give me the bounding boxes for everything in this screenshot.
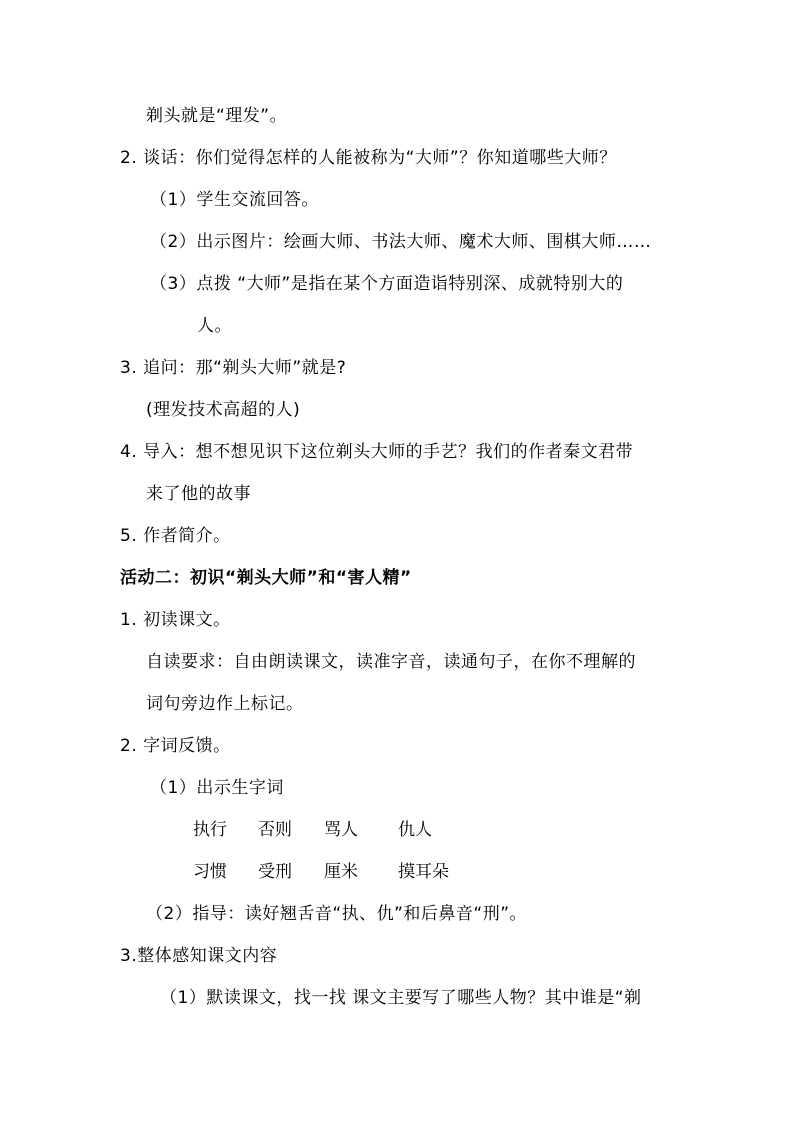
vocab-word: 骂人 xyxy=(324,820,358,840)
text-line-item-3-question: 3. 追问：那“剃头大师”就是? xyxy=(120,358,347,378)
text-line-sub-1-answer: （1）学生交流回答。 xyxy=(150,190,319,210)
vocab-word: 受刑 xyxy=(258,862,292,882)
vocab-word: 执行 xyxy=(193,820,227,840)
text-line-item-1-first-read: 1. 初读课文。 xyxy=(120,610,231,630)
text-line-answer: (理发技术高超的人) xyxy=(146,400,301,420)
vocab-word: 习惯 xyxy=(193,862,227,882)
text-line-guidance-pronunciation: （2）指导：读好翘舌音“执、仇”和后鼻音“刑”。 xyxy=(146,904,528,924)
text-line-reading-requirements: 自读要求：自由朗读课文，读准字音，读通句子，在你不理解的 xyxy=(146,652,636,672)
text-line-item-5-author: 5. 作者简介。 xyxy=(120,526,231,546)
text-line-item-3-overview: 3.整体感知课文内容 xyxy=(120,946,278,966)
text-line-sub-3-guidance: （3）点拨 “大师”是指在某个方面造诣特别深、成就特别大的 xyxy=(150,274,624,294)
text-line-sub-2-pictures: （2）出示图片：绘画大师、书法大师、魔术大师、围棋大师…… xyxy=(150,232,652,252)
vocab-word: 否则 xyxy=(258,820,292,840)
text-line-show-words: （1）出示生字词 xyxy=(150,778,284,798)
text-line-item-2-talk: 2. 谈话：你们觉得怎样的人能被称为“大师”？你知道哪些大师？ xyxy=(120,148,617,168)
text-line-requirements-continued: 词句旁边作上标记。 xyxy=(146,694,304,714)
text-line-intro-continued: 来了他的故事 xyxy=(146,484,251,504)
section-heading-activity-2: 活动二：初识“剃头大师”和“害人精” xyxy=(120,568,412,588)
text-line-item-4-intro: 4. 导入：想不想见识下这位剃头大师的手艺？我们的作者秦文君带 xyxy=(120,442,634,462)
vocab-word: 摸耳朵 xyxy=(398,862,449,882)
vocab-word: 仇人 xyxy=(398,820,432,840)
vocab-word: 厘米 xyxy=(324,862,358,882)
text-line-person: 人。 xyxy=(197,316,232,336)
text-line-haircut-definition: 剃头就是“理发”。 xyxy=(146,106,288,126)
text-line-item-2-feedback: 2. 字词反馈。 xyxy=(120,736,231,756)
text-line-silent-reading: （1）默读课文，找一找 课文主要写了哪些人物？其中谁是“剃 xyxy=(160,988,642,1008)
